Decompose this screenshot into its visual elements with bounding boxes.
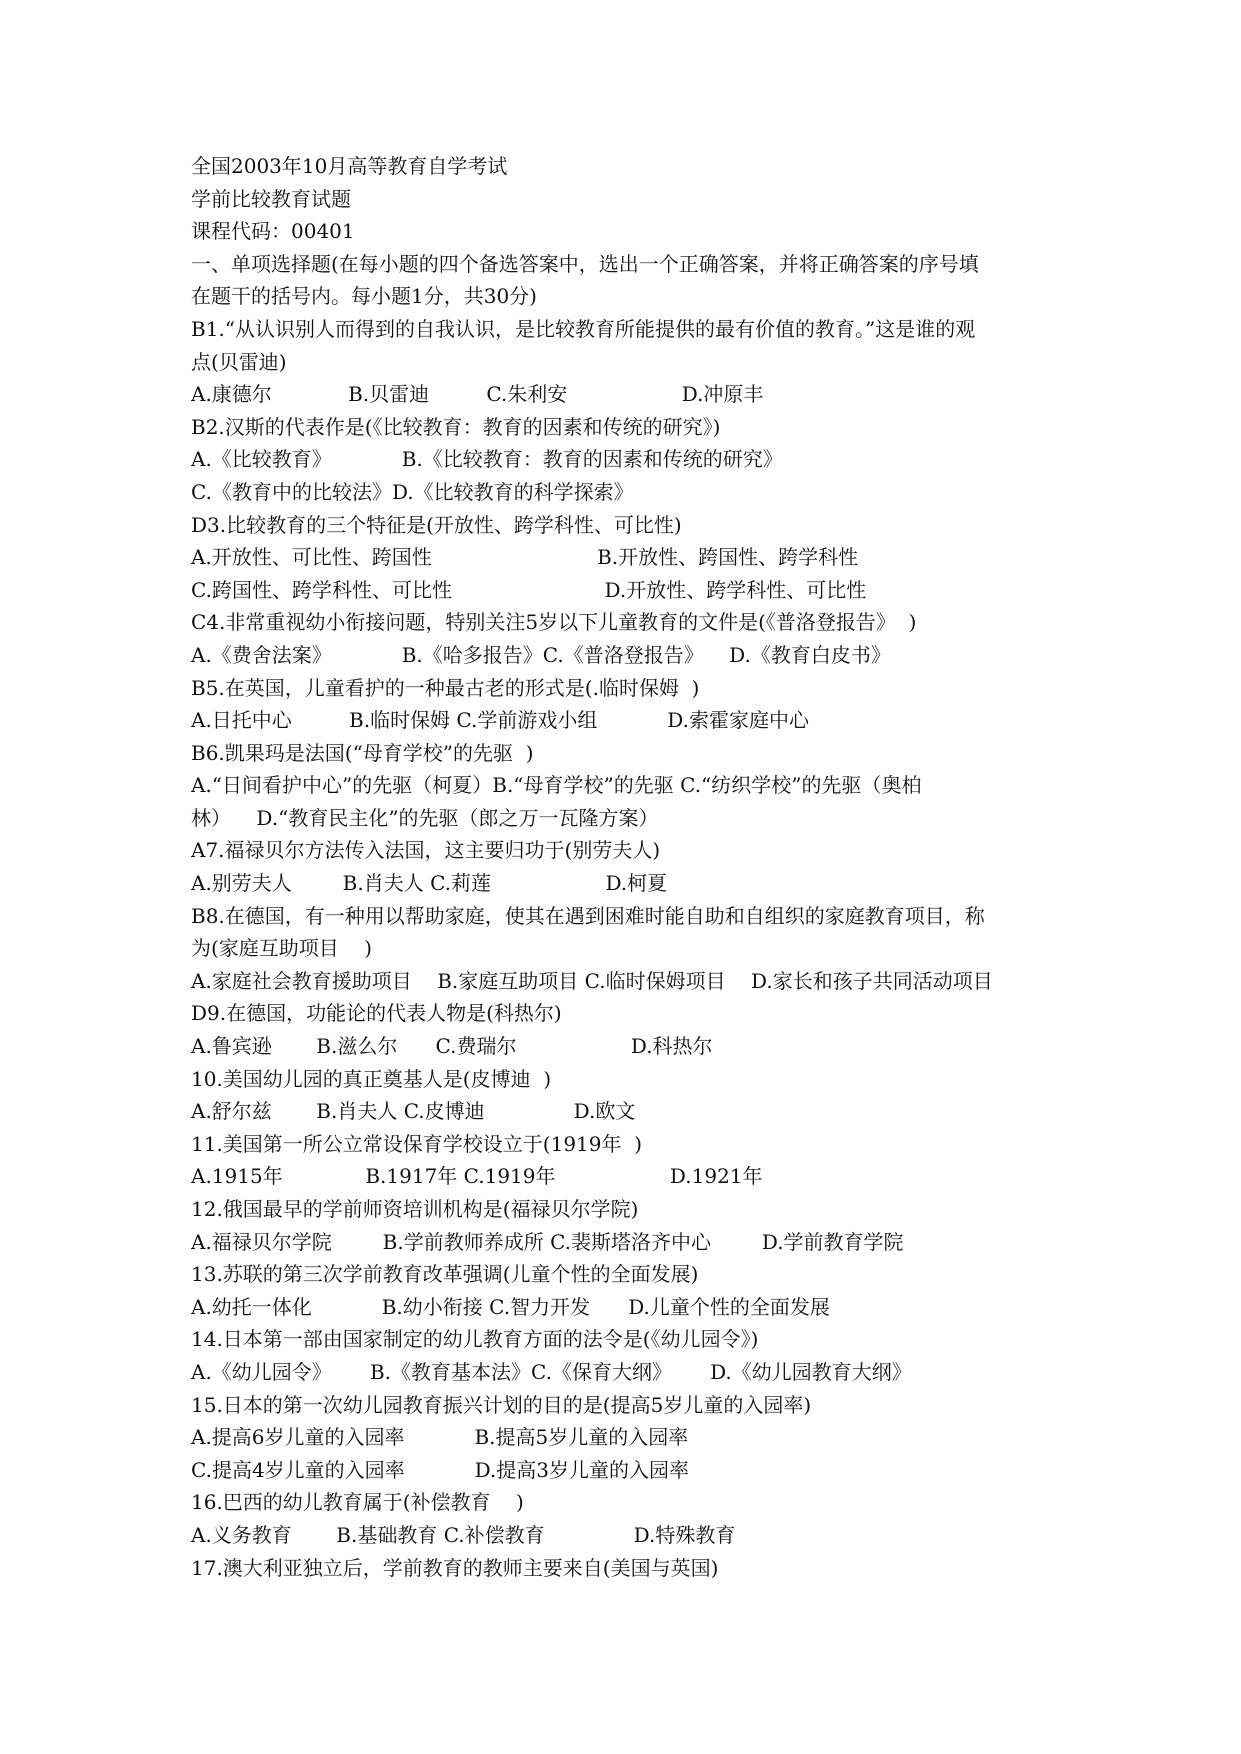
options-line: A.日托中心 B.临时保姆 C.学前游戏小组 D.索霍家庭中心	[191, 708, 809, 733]
question-line: 15.日本的第一次幼儿园教育振兴计划的目的是(提高5岁儿童的入园率)	[191, 1392, 812, 1417]
question-line: B6.凯果玛是法国(“母育学校”的先驱 )	[191, 740, 534, 765]
question-line: 10.美国幼儿园的真正奠基人是(皮博迪 )	[191, 1066, 552, 1091]
exam-title-line: 全国2003年10月高等教育自学考试	[191, 154, 508, 178]
course-code-line: 课程代码：00401	[191, 219, 355, 244]
question-line: A7.福禄贝尔方法传入法国，这主要归功于(别劳夫人)	[191, 838, 661, 863]
question-line: 11.美国第一所公立常设保育学校设立于(1919年 )	[191, 1131, 643, 1156]
question-line: B8.在德国，有一种用以帮助家庭，使其在遇到困难时能自助和自组织的家庭教育项目，称	[191, 903, 985, 928]
options-line: A.舒尔兹 B.肖夫人 C.皮博迪 D.欧文	[191, 1099, 636, 1124]
document-text	[191, 150, 1071, 1584]
options-line: A.《比较教育》 B.《比较教育：教育的因素和传统的研究》	[191, 447, 783, 472]
options-line: A.《幼儿园令》 B.《教育基本法》C.《保育大纲》 D.《幼儿园教育大纲》	[191, 1359, 912, 1384]
question-line: 16.巴西的幼儿教育属于(补偿教育 )	[191, 1490, 524, 1515]
options-line: A.1915年 B.1917年 C.1919年 D.1921年	[191, 1164, 763, 1189]
options-line: A.福禄贝尔学院 B.学前教师养成所 C.裴斯塔洛齐中心 D.学前教育学院	[191, 1229, 904, 1254]
question-line: D9.在德国，功能论的代表人物是(科热尔)	[191, 1001, 562, 1026]
question-line: B2.汉斯的代表作是(《比较教育：教育的因素和传统的研究》)	[191, 414, 721, 439]
question-line: 17.澳大利亚独立后，学前教育的教师主要来自(美国与英国)	[191, 1555, 719, 1580]
question-line: 14.日本第一部由国家制定的幼儿教育方面的法令是(《幼儿园令》)	[191, 1327, 759, 1352]
options-line: A.《费舍法案》 B.《哈多报告》C.《普洛登报告》 D.《教育白皮书》	[191, 642, 891, 667]
options-line: A.幼托一体化 B.幼小衔接 C.智力开发 D.儿童个性的全面发展	[191, 1294, 830, 1319]
question-line: B1.“从认识别人而得到的自我认识，是比较教育所能提供的最有价值的教育。”这是谁的观	[191, 316, 976, 341]
options-line: A.康德尔 B.贝雷迪 C.朱利安 D.冲原丰	[191, 382, 764, 407]
options-line: A.家庭社会教育援助项目 B.家庭互助项目 C.临时保姆项目 D.家长和孩子共同活动项目	[191, 968, 993, 993]
options-line: C.跨国性、跨学科性、可比性 D.开放性、跨学科性、可比性	[191, 577, 867, 602]
options-line: A.“日间看护中心”的先驱（柯夏）B.“母育学校”的先驱 C.“纺织学校”的先驱（奥柏	[191, 773, 922, 798]
question-line: 13.苏联的第三次学前教育改革强调(儿童个性的全面发展)	[191, 1262, 699, 1287]
exam-subject-line: 学前比较教育试题	[191, 186, 351, 211]
question-line: 12.俄国最早的学前师资培训机构是(福禄贝尔学院)	[191, 1197, 639, 1221]
question-line: D3.比较教育的三个特征是(开放性、跨学科性、可比性)	[191, 512, 682, 537]
options-line: A.鲁宾逊 B.滋么尔 C.费瑞尔 D.科热尔	[191, 1034, 713, 1059]
options-line: A.义务教育 B.基础教育 C.补偿教育 D.特殊教育	[191, 1522, 736, 1547]
question-line: C4.非常重视幼小衔接问题，特别关注5岁以下儿童教育的文件是(《普洛登报告》 )	[191, 610, 917, 635]
options-line: A.别劳夫人 B.肖夫人 C.莉莲 D.柯夏	[191, 871, 668, 896]
options-line: A.开放性、可比性、跨国性 B.开放性、跨国性、跨学科性	[191, 545, 859, 570]
question-line: 点(贝雷迪)	[191, 349, 287, 374]
options-line: 林） D.“教育民主化”的先驱（郎之万一瓦隆方案）	[191, 805, 659, 830]
section-heading-line: 一、单项选择题(在每小题的四个备选答案中，选出一个正确答案，并将正确答案的序号填	[191, 251, 979, 276]
options-line: C.《教育中的比较法》D.《比较教育的科学探索》	[191, 479, 634, 504]
options-line: A.提高6岁儿童的入园率 B.提高5岁儿童的入园率	[191, 1425, 689, 1450]
question-line: B5.在英国，儿童看护的一种最古老的形式是(.临时保姆 )	[191, 675, 700, 700]
question-line: 为(家庭互助项目 )	[191, 936, 373, 961]
options-line: C.提高4岁儿童的入园率 D.提高3岁儿童的入园率	[191, 1457, 690, 1482]
section-heading-line: 在题干的括号内。每小题1分，共30分)	[191, 284, 537, 309]
